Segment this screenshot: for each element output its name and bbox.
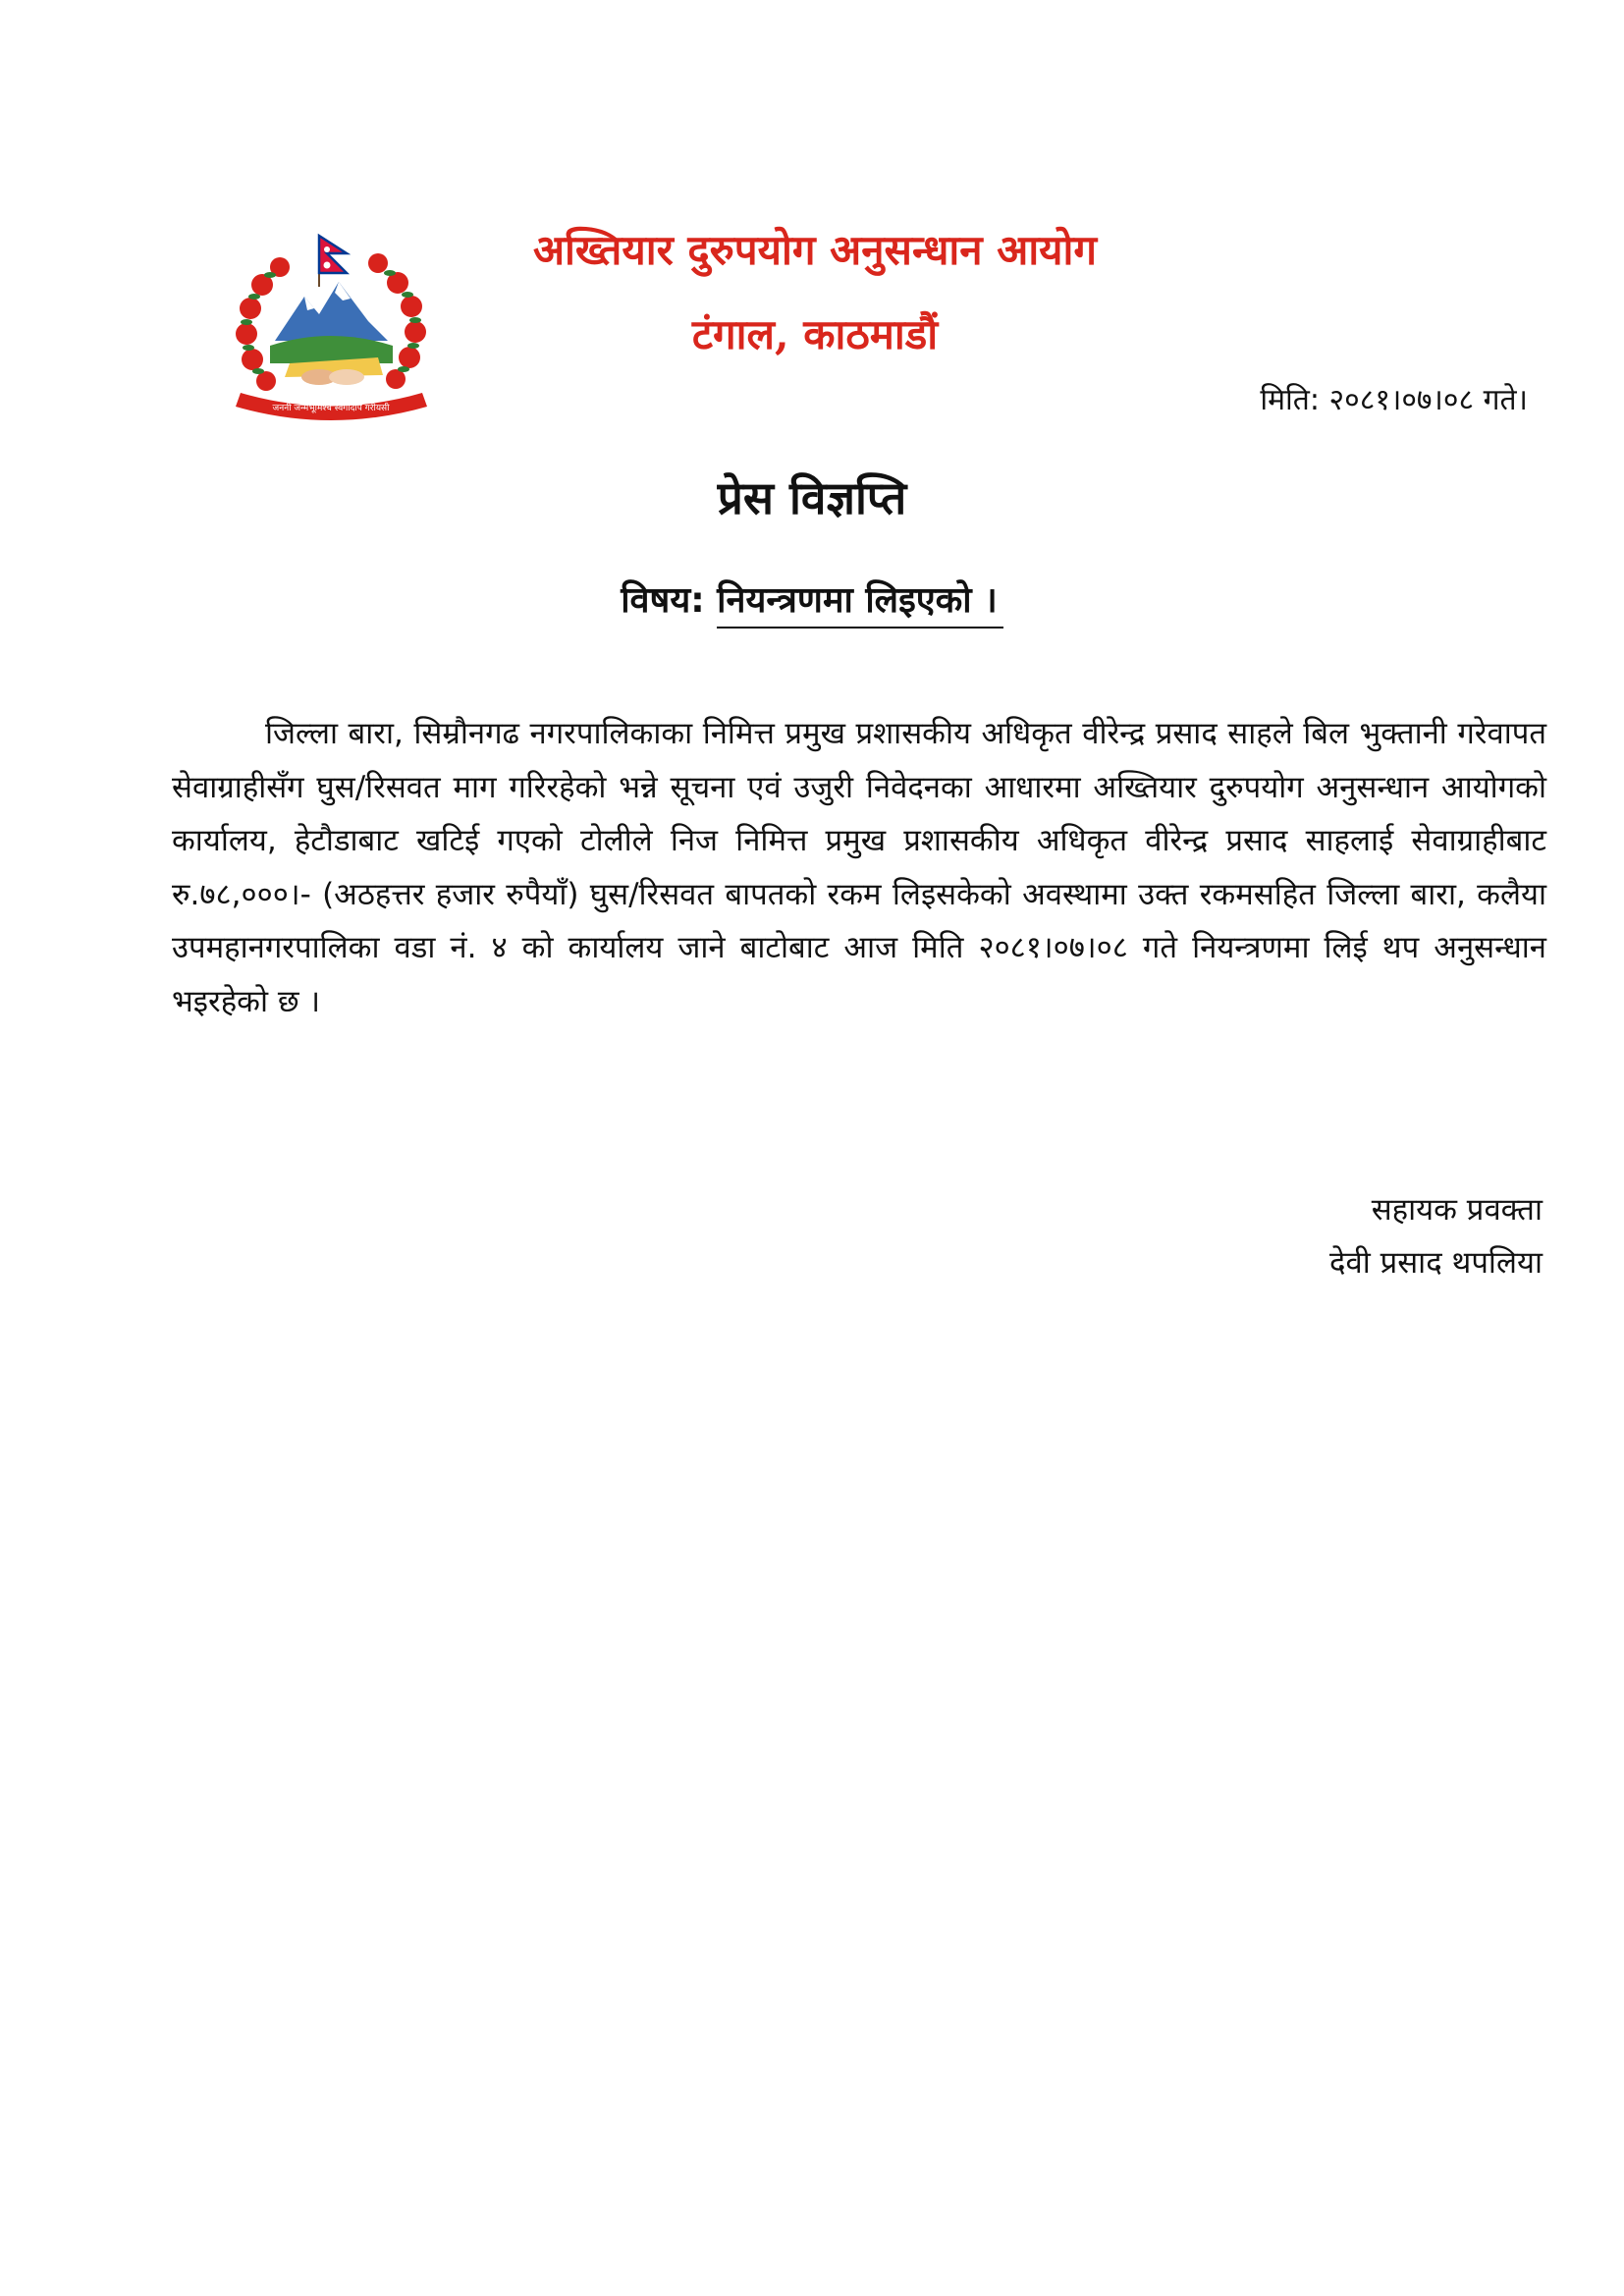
organization-address: टंगाल, काठमाडौं	[691, 310, 939, 358]
subject-line	[0, 574, 1624, 623]
subject-label: विषय:	[621, 580, 705, 621]
signatory-name: देवी प्रसाद थपलिया	[1329, 1245, 1543, 1281]
organization-name: अख्तियार दुरुपयोग अनुसन्धान आयोग	[532, 226, 1098, 274]
nepal-coat-of-arms-icon	[221, 228, 442, 429]
body-paragraph: जिल्ला बारा, सिम्रौनगढ नगरपालिकाका निमित्त प्रमुख प्रशासकीय अधिकृत वीरेन्द्र प्रसाद साहले बिल भुक्तानी गरेवापत सेवाग्राहीसँग घुस/रिसवत माग गरिरहेको भन्ने सूचना एवं उजुरी निवेदनका आधारमा अख्तियार दुरुपयोग अनुसन्धान आयोगको कार्यालय, हेटौडाबाट खटिई गएको टोलीले निज निमित्त प्रमुख प्रशासकीय अधिकृत वीरेन्द्र प्रसाद साहलाई सेवाग्राहीबाट रु.७८,०००।- (अठहत्तर हजार रुपैयाँ) घुस/रिसवत बापतको रकम लिइसकेको अवस्थामा उक्त रकमसहित जिल्ला बारा, कलैया उपमहानगरपालिका वडा नं. ४ को कार्यालय जाने बाटोबाट आज मिति २०८१।०७।०८ गते नियन्त्रणमा लिई थप अनुसन्धान भइरहेको छ ।	[172, 716, 1546, 1019]
date: मिति: २०८१।०७।०८ गते।	[1260, 383, 1528, 417]
emblem-motto: जननी जन्मभूमिश्च स्वर्गादपि गरीयसी	[272, 404, 390, 413]
subject-text: नियन्त्रणमा लिइएको ।	[717, 580, 1003, 629]
signatory-designation: सहायक प्रवक्ता	[1371, 1192, 1543, 1228]
signature-block	[1329, 1183, 1543, 1289]
page-title: प्रेस विज्ञप्ति	[717, 471, 907, 524]
